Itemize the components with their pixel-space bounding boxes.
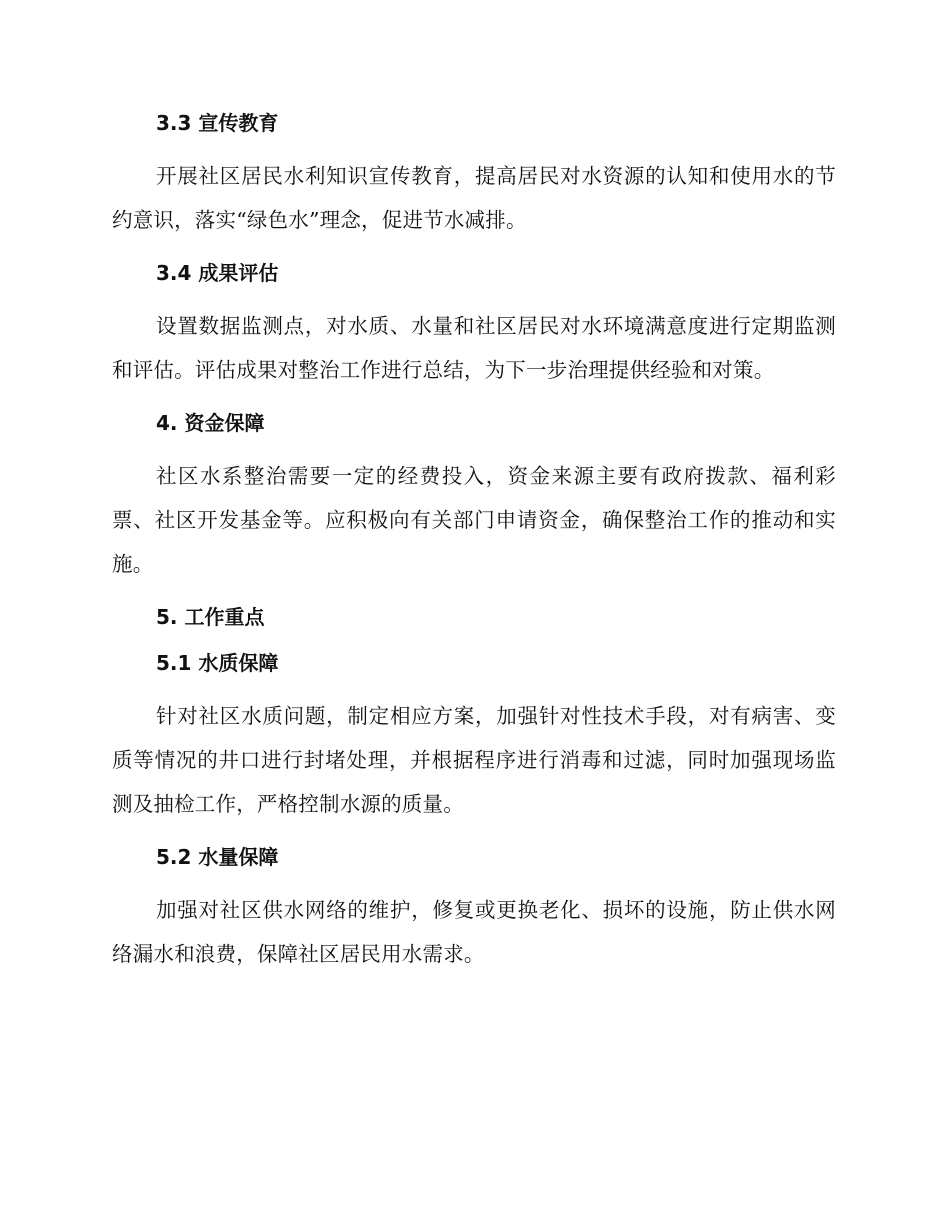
section-heading-4: 4. 资金保障	[156, 411, 265, 435]
section-paragraph-3-4: 设置数据监测点，对水质、水量和社区居民对水环境满意度进行定期监测和评估。评估成果对整治工作进行总结，为下一步治理提供经验和对策。	[112, 314, 836, 382]
section-paragraph-5-1: 针对社区水质问题，制定相应方案，加强针对性技术手段，对有病害、变质等情况的井口进行封堵处理，并根据程序进行消毒和过滤，同时加强现场监测及抽检工作，严格控制水源的质量。	[112, 704, 836, 816]
section-heading-3-4: 3.4 成果评估	[156, 261, 279, 285]
section-paragraph-3-3: 开展社区居民水利知识宣传教育，提高居民对水资源的认知和使用水的节约意识，落实“绿色水”理念，促进节水减排。	[112, 164, 836, 232]
section-paragraph-5-2: 加强对社区供水网络的维护，修复或更换老化、损坏的设施，防止供水网络漏水和浪费，保障社区居民用水需求。	[112, 898, 836, 966]
section-heading-5-1: 5.1 水质保障	[156, 651, 279, 675]
section-heading-5: 5. 工作重点	[156, 605, 265, 629]
section-heading-3-3: 3.3 宣传教育	[156, 111, 279, 135]
section-heading-5-2: 5.2 水量保障	[156, 845, 279, 869]
section-paragraph-4: 社区水系整治需要一定的经费投入，资金来源主要有政府拨款、福利彩票、社区开发基金等。应积极向有关部门申请资金，确保整治工作的推动和实施。	[112, 464, 836, 576]
document-body	[112, 108, 836, 992]
